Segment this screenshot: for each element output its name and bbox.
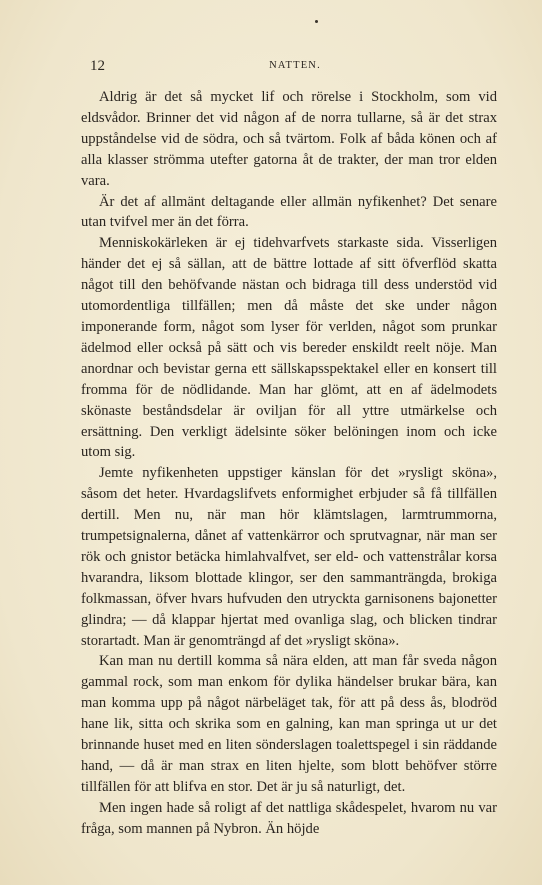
paragraph: Men ingen hade så roligt af det nattliga skådespelet, hvarom nu var fråga, som mannen på Nybron. Än höjde xyxy=(81,799,497,837)
paragraph: Menniskokärleken är ej tidehvarfvets starkaste sida. Visserligen händer det ej så sällan, att de bättre lottade af sitt öfverflöd skatta något till den behöfvande nästan och bidraga till dess understöd vid utomordentliga tillfällen; men då måste det ske under någon imponerande form, något som lyser för verlden, något som prunkar ädelmod eller också på sätt och vis bereder enskildt reelt nöje. Man anordnar och bevistar gerna ett sällskapsspektakel eller en konsert till fromma för de nödlidande. Man har glömt, att en af ädelmodets skönaste beståndsdelar är oviljan för all yttre utmärkelse och ersättning. Den verkligt ädelsinte söker belöningen inom och icke utom sig. xyxy=(81,235,497,461)
paragraph: Aldrig är det så mycket lif och rörelse i Stockholm, som vid eldsvådor. Brinner det vid någon af de norra tullarne, så är det strax uppståndelse vid de södra, och så tvärtom. Folk af båda könen och af alla klasser strömma utefter gatorna åt de trakter, der man tror elden vara. xyxy=(81,89,497,189)
paragraph: Jemte nyfikenheten uppstiger känslan för det »rysligt sköna», såsom det heter. Hvardagslifvets enformighet erbjuder så få tillfällen dertill. Men nu, när man hör klämtslagen, larmtrummorna, trumpetsignalerna, dånet af vattenkärror och sprutvagnar, när man ser rök och gnistor betäcka himlahvalfvet, ser eld- och vattenstrålar korsa hvarandra, liksom blottade klingor, ser den sammanträngda, brokiga folkmassan, öfver hvars hufvuden den utryckta garnisonens bajonetter glindra; — då klappar hjertat med ovanliga slag, och blicken tindrar storartadt. Man är genomträngd af det »rysligt sköna». xyxy=(81,465,497,649)
page-header xyxy=(90,58,500,78)
body-text xyxy=(81,87,497,840)
page-number: 12 xyxy=(90,58,105,74)
running-title: NATTEN. xyxy=(269,60,321,71)
ink-speck xyxy=(315,20,318,23)
paragraph: Är det af allmänt deltagande eller allmän nyfikenhet? Det senare utan tvifvel mer än det förra. xyxy=(81,193,497,231)
paragraph: Kan man nu dertill komma så nära elden, att man får sveda någon gammal rock, som man enkom för dylika händelser brukar bära, kan man komma upp på något närbeläget tak, för att på dess ås, blodröd hane lik, sitta och skrika som en galning, kan man springa ut ur det brinnande huset med en liten sönderslagen toalettspegel i sin räddande hand, — då är man strax en liten hjelte, som blott behöfver större tillfällen för att blifva en stor. Det är ju så naturligt, det. xyxy=(81,653,497,795)
